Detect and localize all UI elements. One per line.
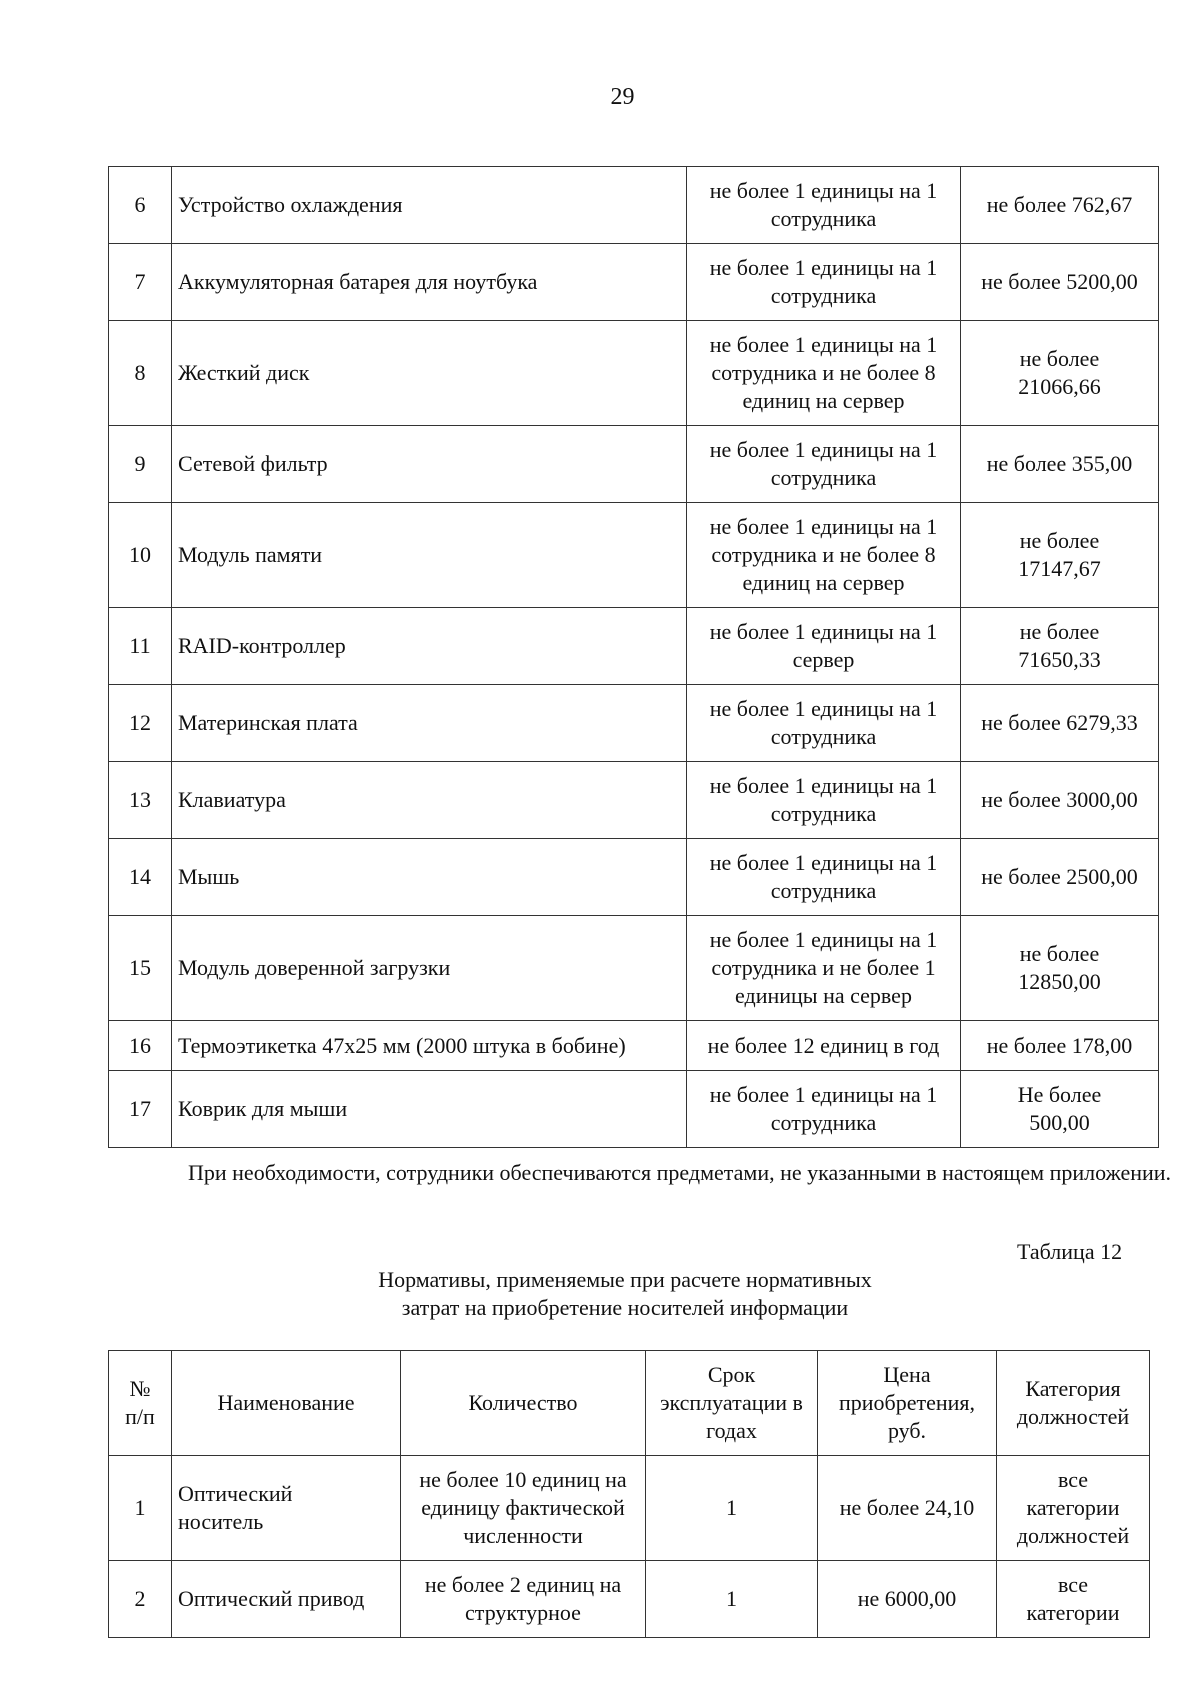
header-line: Категория (1025, 1376, 1121, 1401)
header-line: эксплуатации в (660, 1390, 803, 1415)
cell-line: не более 1 единицы на 1 (709, 1082, 938, 1107)
position-category (997, 1561, 1150, 1638)
row-number: 15 (109, 916, 172, 1021)
item-quantity (687, 1071, 961, 1148)
cell-line: все (1057, 1572, 1089, 1597)
media-norms-table (108, 1350, 1150, 1638)
cell-line: не более 5200,00 (981, 269, 1138, 294)
header-line: Количество (468, 1390, 578, 1415)
cell-line: единиц на сервер (742, 388, 905, 413)
item-name: Термоэтикетка 47х25 мм (2000 штука в бобине) (172, 1021, 687, 1071)
cell-line: единиц на сервер (742, 570, 905, 595)
service-life: 1 (646, 1456, 818, 1561)
item-quantity (687, 839, 961, 916)
cell-line: не более 2500,00 (981, 864, 1138, 889)
row-number: 6 (109, 167, 172, 244)
item-name: RAID-контроллер (172, 608, 687, 685)
cell-line: 12850,00 (1018, 969, 1101, 994)
cell-line: сотрудника и не более 8 (711, 360, 936, 385)
table-row (109, 1071, 1159, 1148)
cell-line: категории (1026, 1495, 1120, 1520)
table-row (109, 1456, 1150, 1561)
cell-line: не более 1 единицы на 1 (709, 619, 938, 644)
cell-line: все (1057, 1467, 1089, 1492)
column-header (646, 1351, 818, 1456)
item-price (961, 503, 1159, 608)
item-price (961, 167, 1159, 244)
cell-line: не более 10 единиц на (419, 1467, 627, 1492)
item-price (961, 321, 1159, 426)
item-price (961, 1021, 1159, 1071)
cell-line: не более 1 единицы на 1 (709, 773, 938, 798)
item-price (961, 916, 1159, 1021)
column-header (997, 1351, 1150, 1456)
header-line: Наименование (217, 1390, 355, 1415)
item-name: Клавиатура (172, 762, 687, 839)
table-row (109, 1021, 1159, 1071)
row-number: 9 (109, 426, 172, 503)
item-price (961, 839, 1159, 916)
cell-line: не более (1019, 346, 1100, 371)
header-line: Цена (883, 1362, 931, 1387)
cell-line: сотрудника (770, 206, 877, 231)
column-header (818, 1351, 997, 1456)
item-name: Материнская плата (172, 685, 687, 762)
note-paragraph: При необходимости, сотрудники обеспечиваются предметами, не указанными в настоящем приложении. (188, 1160, 1172, 1185)
cell-line: носитель (178, 1509, 264, 1534)
table-row (109, 916, 1159, 1021)
item-quantity (687, 608, 961, 685)
row-number: 16 (109, 1021, 172, 1071)
cell-line: сотрудника (770, 1110, 877, 1135)
item-price (961, 426, 1159, 503)
cell-line: Оптический привод (178, 1586, 365, 1611)
table-title-line: Нормативы, применяемые при расчете нормативных (378, 1267, 872, 1292)
cell-line: Не более (1017, 1082, 1102, 1107)
item-name (172, 1561, 401, 1638)
table-title-line: затрат на приобретение носителей информации (401, 1295, 849, 1320)
header-line: приобретения, (838, 1390, 976, 1415)
column-header (172, 1351, 401, 1456)
cell-line: сотрудника и не более 8 (711, 542, 936, 567)
cell-line: сотрудника (770, 283, 877, 308)
equipment-table (108, 166, 1159, 1148)
position-category (997, 1456, 1150, 1561)
cell-line: 71650,33 (1018, 647, 1101, 672)
cell-line: сотрудника (770, 801, 877, 826)
header-line: № (129, 1376, 151, 1401)
item-price (961, 608, 1159, 685)
item-price (961, 244, 1159, 321)
service-life: 1 (646, 1561, 818, 1638)
header-line: должностей (1016, 1404, 1130, 1429)
cell-line: сервер (792, 647, 855, 672)
cell-line: не более 2 единиц на (424, 1572, 622, 1597)
cell-line: не более 178,00 (986, 1032, 1133, 1058)
cell-line: не более 6279,33 (981, 710, 1138, 735)
table-row (109, 1561, 1150, 1638)
cell-line: сотрудника и не более 1 (711, 955, 936, 980)
table-row (109, 167, 1159, 244)
item-quantity (401, 1456, 646, 1561)
row-number: 1 (109, 1456, 172, 1561)
cell-line: должностей (1016, 1523, 1130, 1548)
item-quantity (687, 916, 961, 1021)
item-quantity (687, 426, 961, 503)
row-number: 7 (109, 244, 172, 321)
cell-line: не более 1 единицы на 1 (709, 437, 938, 462)
item-quantity (687, 503, 961, 608)
cell-line: не более 12 единиц в год (707, 1032, 940, 1058)
cell-line: 21066,66 (1018, 374, 1101, 399)
item-quantity (401, 1561, 646, 1638)
item-name (172, 1456, 401, 1561)
page-number: 29 (610, 84, 635, 110)
item-name: Аккумуляторная батарея для ноутбука (172, 244, 687, 321)
item-quantity (687, 1021, 961, 1071)
item-name: Модуль памяти (172, 503, 687, 608)
item-name: Мышь (172, 839, 687, 916)
header-line: Срок (707, 1362, 756, 1387)
item-name: Сетевой фильтр (172, 426, 687, 503)
row-number: 12 (109, 685, 172, 762)
cell-line: Оптический (178, 1481, 293, 1506)
column-header (401, 1351, 646, 1456)
cell-line: не более 1 единицы на 1 (709, 850, 938, 875)
table-row (109, 244, 1159, 321)
item-quantity (687, 167, 961, 244)
cell-line: сотрудника (770, 465, 877, 490)
item-price: не более 24,10 (818, 1456, 997, 1561)
cell-line: категории (1026, 1600, 1120, 1625)
cell-line: не более 1 единицы на 1 (709, 927, 938, 952)
row-number: 10 (109, 503, 172, 608)
cell-line: структурное (465, 1600, 581, 1625)
cell-line: 17147,67 (1018, 556, 1101, 581)
cell-line: 500,00 (1029, 1110, 1090, 1135)
table-row (109, 426, 1159, 503)
row-number: 11 (109, 608, 172, 685)
cell-line: сотрудника (770, 724, 877, 749)
cell-line: не более (1019, 528, 1100, 553)
header-line: руб. (887, 1418, 927, 1443)
row-number: 8 (109, 321, 172, 426)
cell-line: не более (1019, 619, 1100, 644)
cell-line: численности (463, 1523, 583, 1548)
cell-line: не более 1 единицы на 1 (709, 255, 938, 280)
row-number: 2 (109, 1561, 172, 1638)
item-quantity (687, 321, 961, 426)
item-name: Жесткий диск (172, 321, 687, 426)
item-name: Устройство охлаждения (172, 167, 687, 244)
table-row (109, 762, 1159, 839)
item-quantity (687, 244, 961, 321)
table-row (109, 839, 1159, 916)
table-row (109, 503, 1159, 608)
item-name: Коврик для мыши (172, 1071, 687, 1148)
cell-line: не более 1 единицы на 1 (709, 178, 938, 203)
cell-line: не более 1 единицы на 1 (709, 696, 938, 721)
item-price (961, 1071, 1159, 1148)
cell-line: сотрудника (770, 878, 877, 903)
cell-line: единицы на сервер (735, 983, 912, 1008)
table-label: Таблица 12 (1017, 1239, 1123, 1264)
column-header (109, 1351, 172, 1456)
table-row (109, 685, 1159, 762)
row-number: 17 (109, 1071, 172, 1148)
cell-line: не более 1 единицы на 1 (709, 514, 938, 539)
header-line: п/п (125, 1404, 155, 1429)
item-quantity (687, 685, 961, 762)
table-row (109, 321, 1159, 426)
table-title (300, 1266, 950, 1322)
cell-line: единицу фактической (421, 1495, 625, 1520)
item-price (961, 685, 1159, 762)
table-header-row (109, 1351, 1150, 1456)
item-name: Модуль доверенной загрузки (172, 916, 687, 1021)
cell-line: не более 1 единицы на 1 (709, 332, 938, 357)
row-number: 14 (109, 839, 172, 916)
table-row (109, 608, 1159, 685)
item-price (961, 762, 1159, 839)
cell-line: не более (1019, 941, 1100, 966)
header-line: годах (706, 1418, 757, 1443)
item-quantity (687, 762, 961, 839)
item-price: не 6000,00 (818, 1561, 997, 1638)
cell-line: не более 355,00 (986, 451, 1133, 476)
cell-line: не более 762,67 (986, 192, 1133, 217)
cell-line: не более 3000,00 (981, 787, 1138, 812)
row-number: 13 (109, 762, 172, 839)
